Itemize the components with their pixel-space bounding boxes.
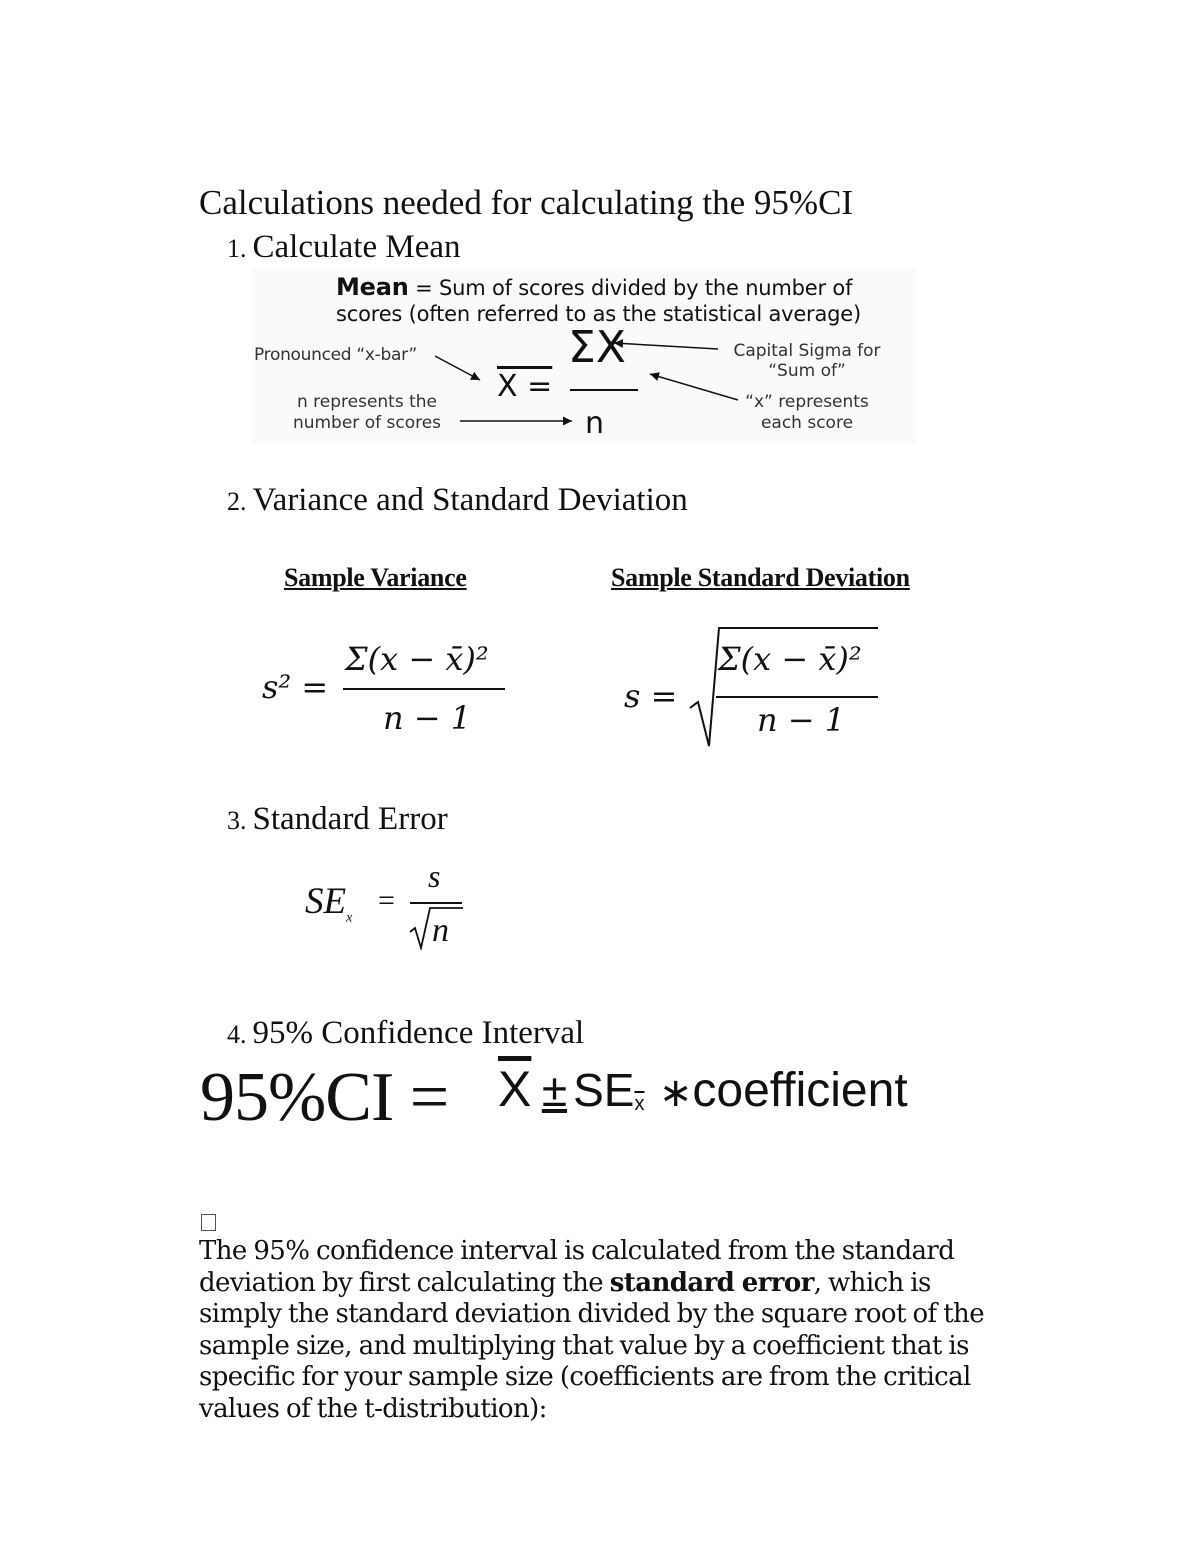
explanation-paragraph — [199, 1236, 999, 1426]
se-lhs — [305, 880, 352, 926]
mean-formula-numerator: ΣX — [568, 322, 626, 373]
mean-definition-bold: Mean — [336, 273, 409, 301]
section-2-heading — [227, 482, 688, 519]
section-1-title: Calculate Mean — [252, 229, 461, 265]
ci-xbar: $\overline{X}$ — [498, 1061, 532, 1117]
paragraph-text-1: The 95% confidence interval is calculated from the standard deviation by first calculating the — [199, 1236, 955, 1298]
sigma-label-line-1: Capital Sigma for — [733, 341, 881, 361]
sd-numerator: Σ(x − x̄)² — [718, 640, 862, 678]
variance-lhs: s² = — [262, 668, 329, 706]
ci-times: ∗ — [658, 1071, 693, 1115]
se-subscript: x — [346, 910, 353, 926]
paragraph-bold-text: standard error — [609, 1267, 814, 1298]
placeholder-box-icon — [201, 1214, 216, 1231]
se-numerator: s — [428, 858, 441, 894]
sigma-arrow — [614, 343, 718, 349]
sd-lhs: s = — [624, 677, 678, 715]
mean-figure-arrows — [252, 268, 916, 444]
sigma-label-line-2: “Sum of” — [768, 361, 846, 381]
variance-denominator: n − 1 — [383, 699, 472, 737]
paragraph-text-2: , which is simply the standard deviation divided by the square root of the sample size, and multiplying that value by a coefficient that is specific for your sample size (coefficients are from the critical values of the t-distribution): — [199, 1267, 984, 1424]
section-1-number: 1. — [227, 234, 247, 263]
n-label-line-2: number of scores — [292, 413, 442, 433]
ci-se-subscript: x — [634, 1093, 645, 1116]
section-4-title: 95% Confidence Interval — [252, 1015, 585, 1051]
section-3-number: 3. — [227, 806, 247, 835]
mean-definition-text: = Sum of scores divided by the number of — [415, 276, 853, 300]
section-2-title: Variance and Standard Deviation — [252, 482, 688, 518]
se-denominator: n — [432, 912, 449, 949]
se-equals: = — [378, 884, 395, 917]
xbar-arrow — [435, 356, 480, 380]
x-label-line-1: “x” represents — [745, 392, 869, 412]
variance-fraction-bar — [343, 688, 505, 690]
n-label-line-1: n represents the — [296, 392, 438, 412]
ci-coefficient: coefficient — [692, 1064, 908, 1117]
sd-fraction-bar — [716, 696, 878, 698]
mean-formula-denominator: n — [585, 406, 605, 441]
sample-variance-heading: Sample Variance — [284, 563, 467, 592]
section-3-title: Standard Error — [252, 801, 448, 837]
mean-definition-line-2: scores (often referred to as the statistical average) — [336, 302, 862, 326]
section-2-number: 2. — [227, 487, 247, 516]
section-1-heading — [227, 229, 461, 266]
sd-denominator: n − 1 — [757, 701, 846, 739]
ci-formula-rhs — [498, 1060, 908, 1118]
x-label-line-2: each score — [760, 413, 854, 433]
x-arrow — [650, 374, 738, 400]
section-4-number: 4. — [227, 1020, 247, 1049]
ci-formula-lhs: 95%CI = — [200, 1059, 449, 1136]
document-title: Calculations needed for calculating the 95%CI — [199, 183, 854, 222]
ci-se: SE — [573, 1064, 635, 1116]
xbar-symbol: X = — [497, 369, 553, 404]
mean-formula-figure — [252, 268, 916, 444]
ci-plus-minus: ± — [541, 1064, 568, 1116]
variance-numerator: Σ(x − x̄)² — [345, 640, 489, 678]
section-3-heading — [227, 801, 448, 838]
sample-sd-heading: Sample Standard Deviation — [611, 563, 910, 592]
section-4-heading — [227, 1015, 584, 1052]
pronounced-label: Pronounced “x-bar” — [254, 345, 418, 365]
se-symbol: SE — [305, 881, 347, 922]
